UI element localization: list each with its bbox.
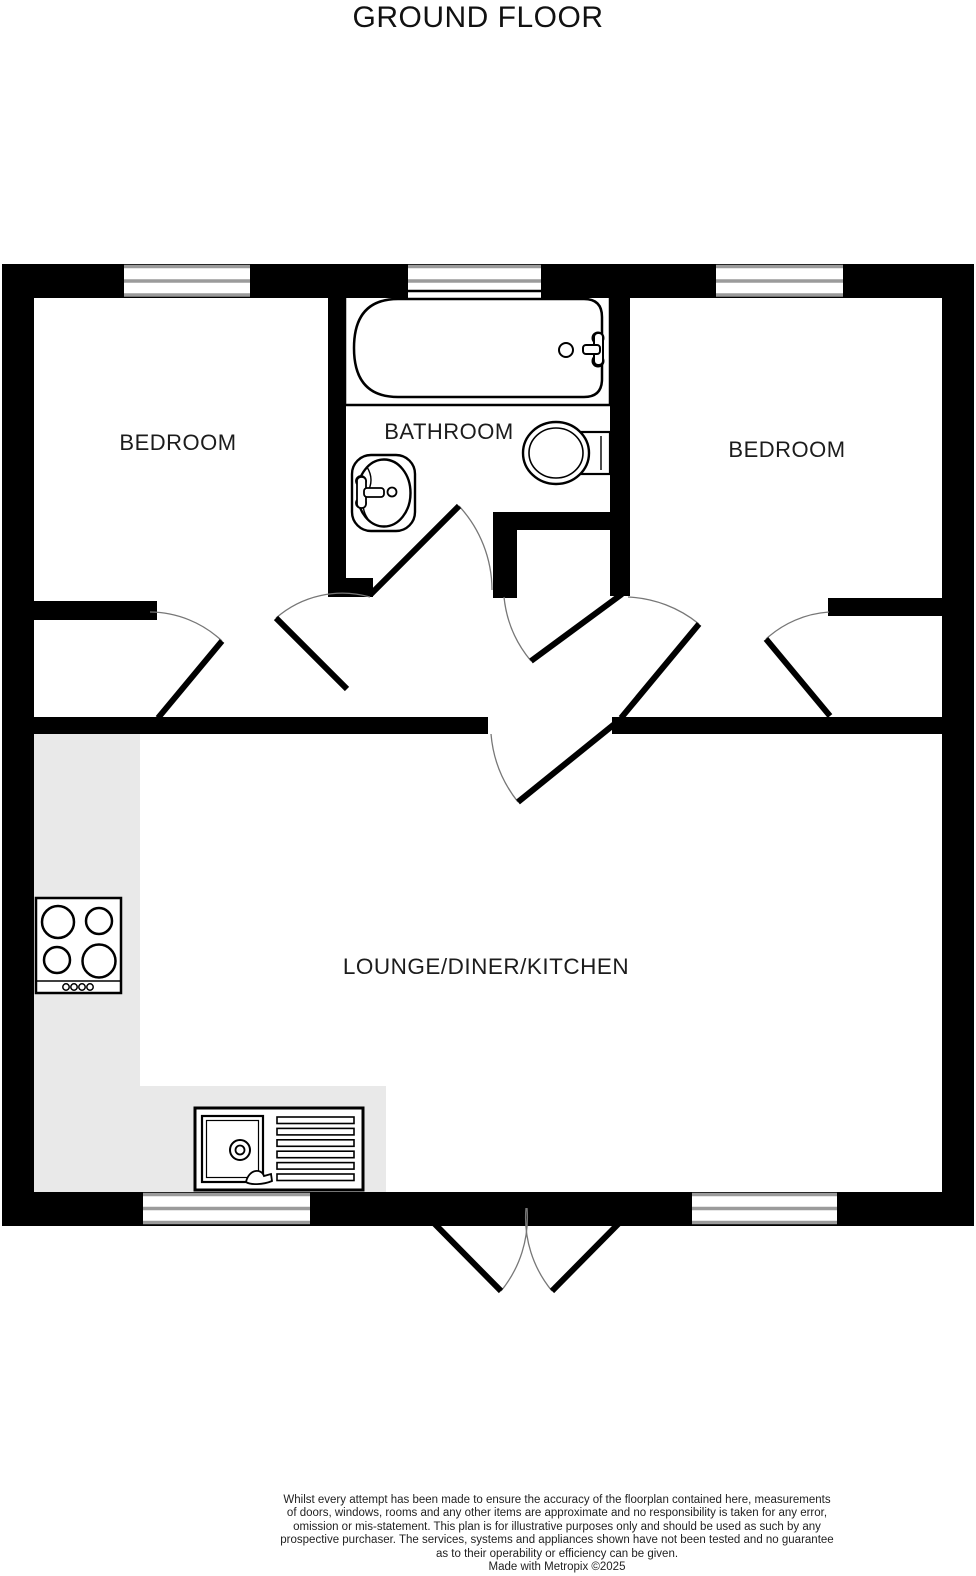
- room-label-bedroom-right: BEDROOM: [728, 437, 846, 462]
- walls: [2, 264, 974, 1226]
- room-label-lounge-diner-kitchen: LOUNGE/DINER/KITCHEN: [342, 954, 630, 979]
- disclaimer-line: prospective purchaser. The services, systems and appliances shown have not been tested and no guarantee: [280, 1534, 834, 1547]
- toilet: [523, 422, 610, 484]
- hob: [36, 898, 121, 993]
- door-leaf: [621, 624, 699, 718]
- window: [143, 1193, 310, 1224]
- kitchen-sink-unit: [195, 1108, 363, 1190]
- window: [716, 265, 843, 296]
- window: [692, 1193, 837, 1224]
- door-leaf: [531, 594, 622, 661]
- windows: [124, 265, 846, 1224]
- metropix-credit: Made with Metropix ©2025: [488, 1561, 626, 1574]
- floor-title: GROUND FLOOR: [352, 1, 604, 34]
- disclaimer-line: Whilst every attempt has been made to ensure the accuracy of the floorplan contained here, measurements: [283, 1494, 831, 1506]
- room-label-bathroom: BATHROOM: [384, 419, 514, 444]
- disclaimer-line: as to their operability or efficiency can be given.: [435, 1547, 679, 1560]
- disclaimer-line: of doors, windows, rooms and any other items are approximate and no responsibility is taken for any error,: [286, 1507, 828, 1520]
- bathtub: [345, 291, 610, 405]
- window: [124, 265, 250, 296]
- door-leaf: [276, 618, 347, 689]
- door-leaf: [518, 722, 617, 802]
- wash-basin: [352, 455, 415, 531]
- room-label-bedroom-left: BEDROOM: [119, 430, 237, 455]
- door-leaf: [158, 641, 222, 718]
- disclaimer-line: omission or mis-statement. This plan is for illustrative purposes only and should be used as such by any: [293, 1520, 821, 1533]
- door-leaf: [766, 639, 830, 716]
- disclaimer: [137, 1494, 976, 1574]
